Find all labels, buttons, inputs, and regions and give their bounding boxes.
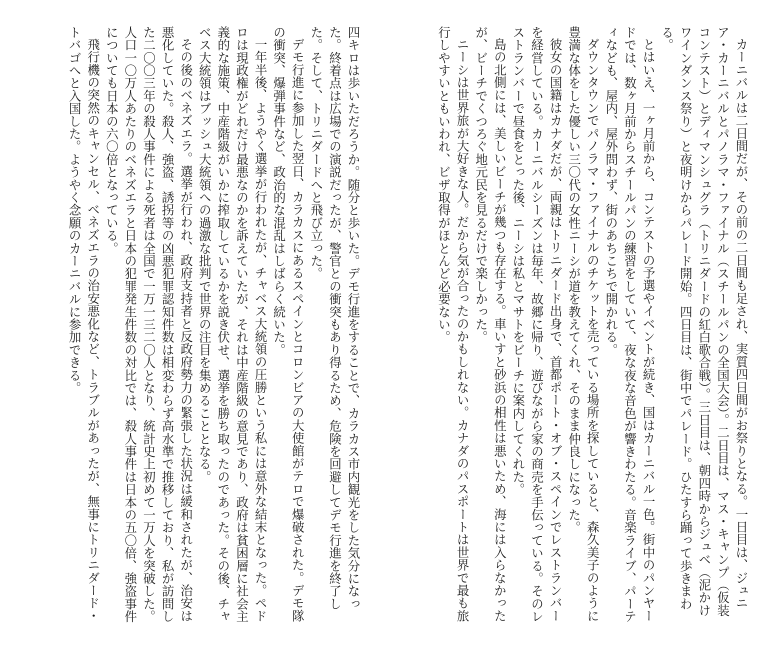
paragraph: デモ行進に参加した翌日、カラカスにあるスペインとコロンビアの大使館がテロで爆破された。デモ隊の衝突、爆弾事件など、政治的な混乱はしばらく続いた。 (271, 26, 306, 623)
paragraph: 一年半後、ようやく選挙が行われたが、チャベス大統領の圧勝という私には意外な結末となった。ペドロは現政権がどれだけ最悪なのかを訴えていたが、それは中産階級の意見であり、政府は貧困層に社会主義的な施策、中産階級がいかに搾取しているかを説き伏せ、選挙を勝ち取ったのであった。その後、チャベス大統領はブッシュ大統領への過激な批判で世界の注目を集めることとなる。 (197, 26, 269, 623)
left-page-text (44, 26, 362, 626)
paragraph: ダウンタウンでパノラマ・ファイナルのチケットを売っている場所を探していると、森久美子のように豊満な体をした優しい三〇代の女性ニーシが道を教えてくれ、そのまま仲良しになった。 (566, 26, 601, 623)
paragraph: 島の北側には、美しいビーチが幾つも存在する。車いすと砂浜の相性は悪いため、海には入らなかったが、ビーチでくつろぐ地元民を見るだけで楽しかった。 (473, 26, 508, 623)
right-page-text (408, 26, 750, 626)
right-page (386, 0, 772, 646)
paragraph: カーニバルは二日間だが、その前の二日間も足され、実質四日間がお祭りとなる。一日目は、ジュニア・カーニバルとパノラマ・ファイナル（スチールパンの全国大会）。二日目は、マス・キャンプ（仮装コンテスト）とディマンシュグラ（トリニダードの紅白歌合戦）。三日目は、朝四時からジュベ（泥かけワインダンス祭り）と夜明けからパレード開始。四日目は、街中でパレード。ひたすら踊って歩きまわる。 (659, 26, 749, 617)
paragraph: とはいえ、一ヶ月前から、コンテストの予選やイベントが続き、国はカーニバル一色。街中のパンヤードでは、数ヶ月前からスチールパンの練習をしていて、夜な夜な音色が響きわたる。音楽ライブ、パーティなども、屋内、屋外問わず、街のあちこちで開かれる。 (603, 26, 657, 623)
paragraph: その後のベネズエラ。選挙が行われ、政府支持者と反政府勢力の緊張した状況は緩和されたが、治安は悪化していた。殺人、強盗、誘拐等の凶悪犯罪認知件数は相変わらず高水準で推移しており、私が訪問した二〇〇三年の殺人事件による死者は全国で一万一三二〇人となり、統計史上初めて一万人を突破した。人口一〇万人あたりのベネズエラと日本の犯罪発生件数の対比では、殺人事件は日本の五〇倍、強盗事件についても日本の六〇倍となっている。 (104, 26, 194, 623)
paragraph: ニーシは世界旅が大好きな人。だから気が合ったのかもしれない。カナダのパスポートは世界で最も旅行しやすいともいわれ、ビザ取得がほとんど必要ない。 (436, 26, 471, 623)
paragraph: 飛行機の突然のキャンセル、ベネズエラの治安悪化など、トラブルがあったが、無事にトリニダード・トバゴへと入国した。ようやく念願のカーニバルに参加できる。 (67, 26, 101, 623)
paragraph: 四キロは歩いただろうか。随分と歩いた。デモ行進をすることで、カラカス市内観光をした気分になった。終着点は広場での演説だったが、警官との衝突もあり得るため、危険を回避してデモ行進を終了した。そして、トリニダードへと飛び立った。 (308, 26, 361, 611)
paragraph: 彼女の国籍はカナダだが、両親はトリニダード出身で、首都ポート・オブ・スペインでレストランバーを経営している。カーニバルシーズンは毎年、故郷に帰り、遊びながら家の商売を手伝っている。そのレストランバーで昼食をとった後、ニーシは私とマサトをビーチに案内してくれた。 (510, 26, 564, 623)
